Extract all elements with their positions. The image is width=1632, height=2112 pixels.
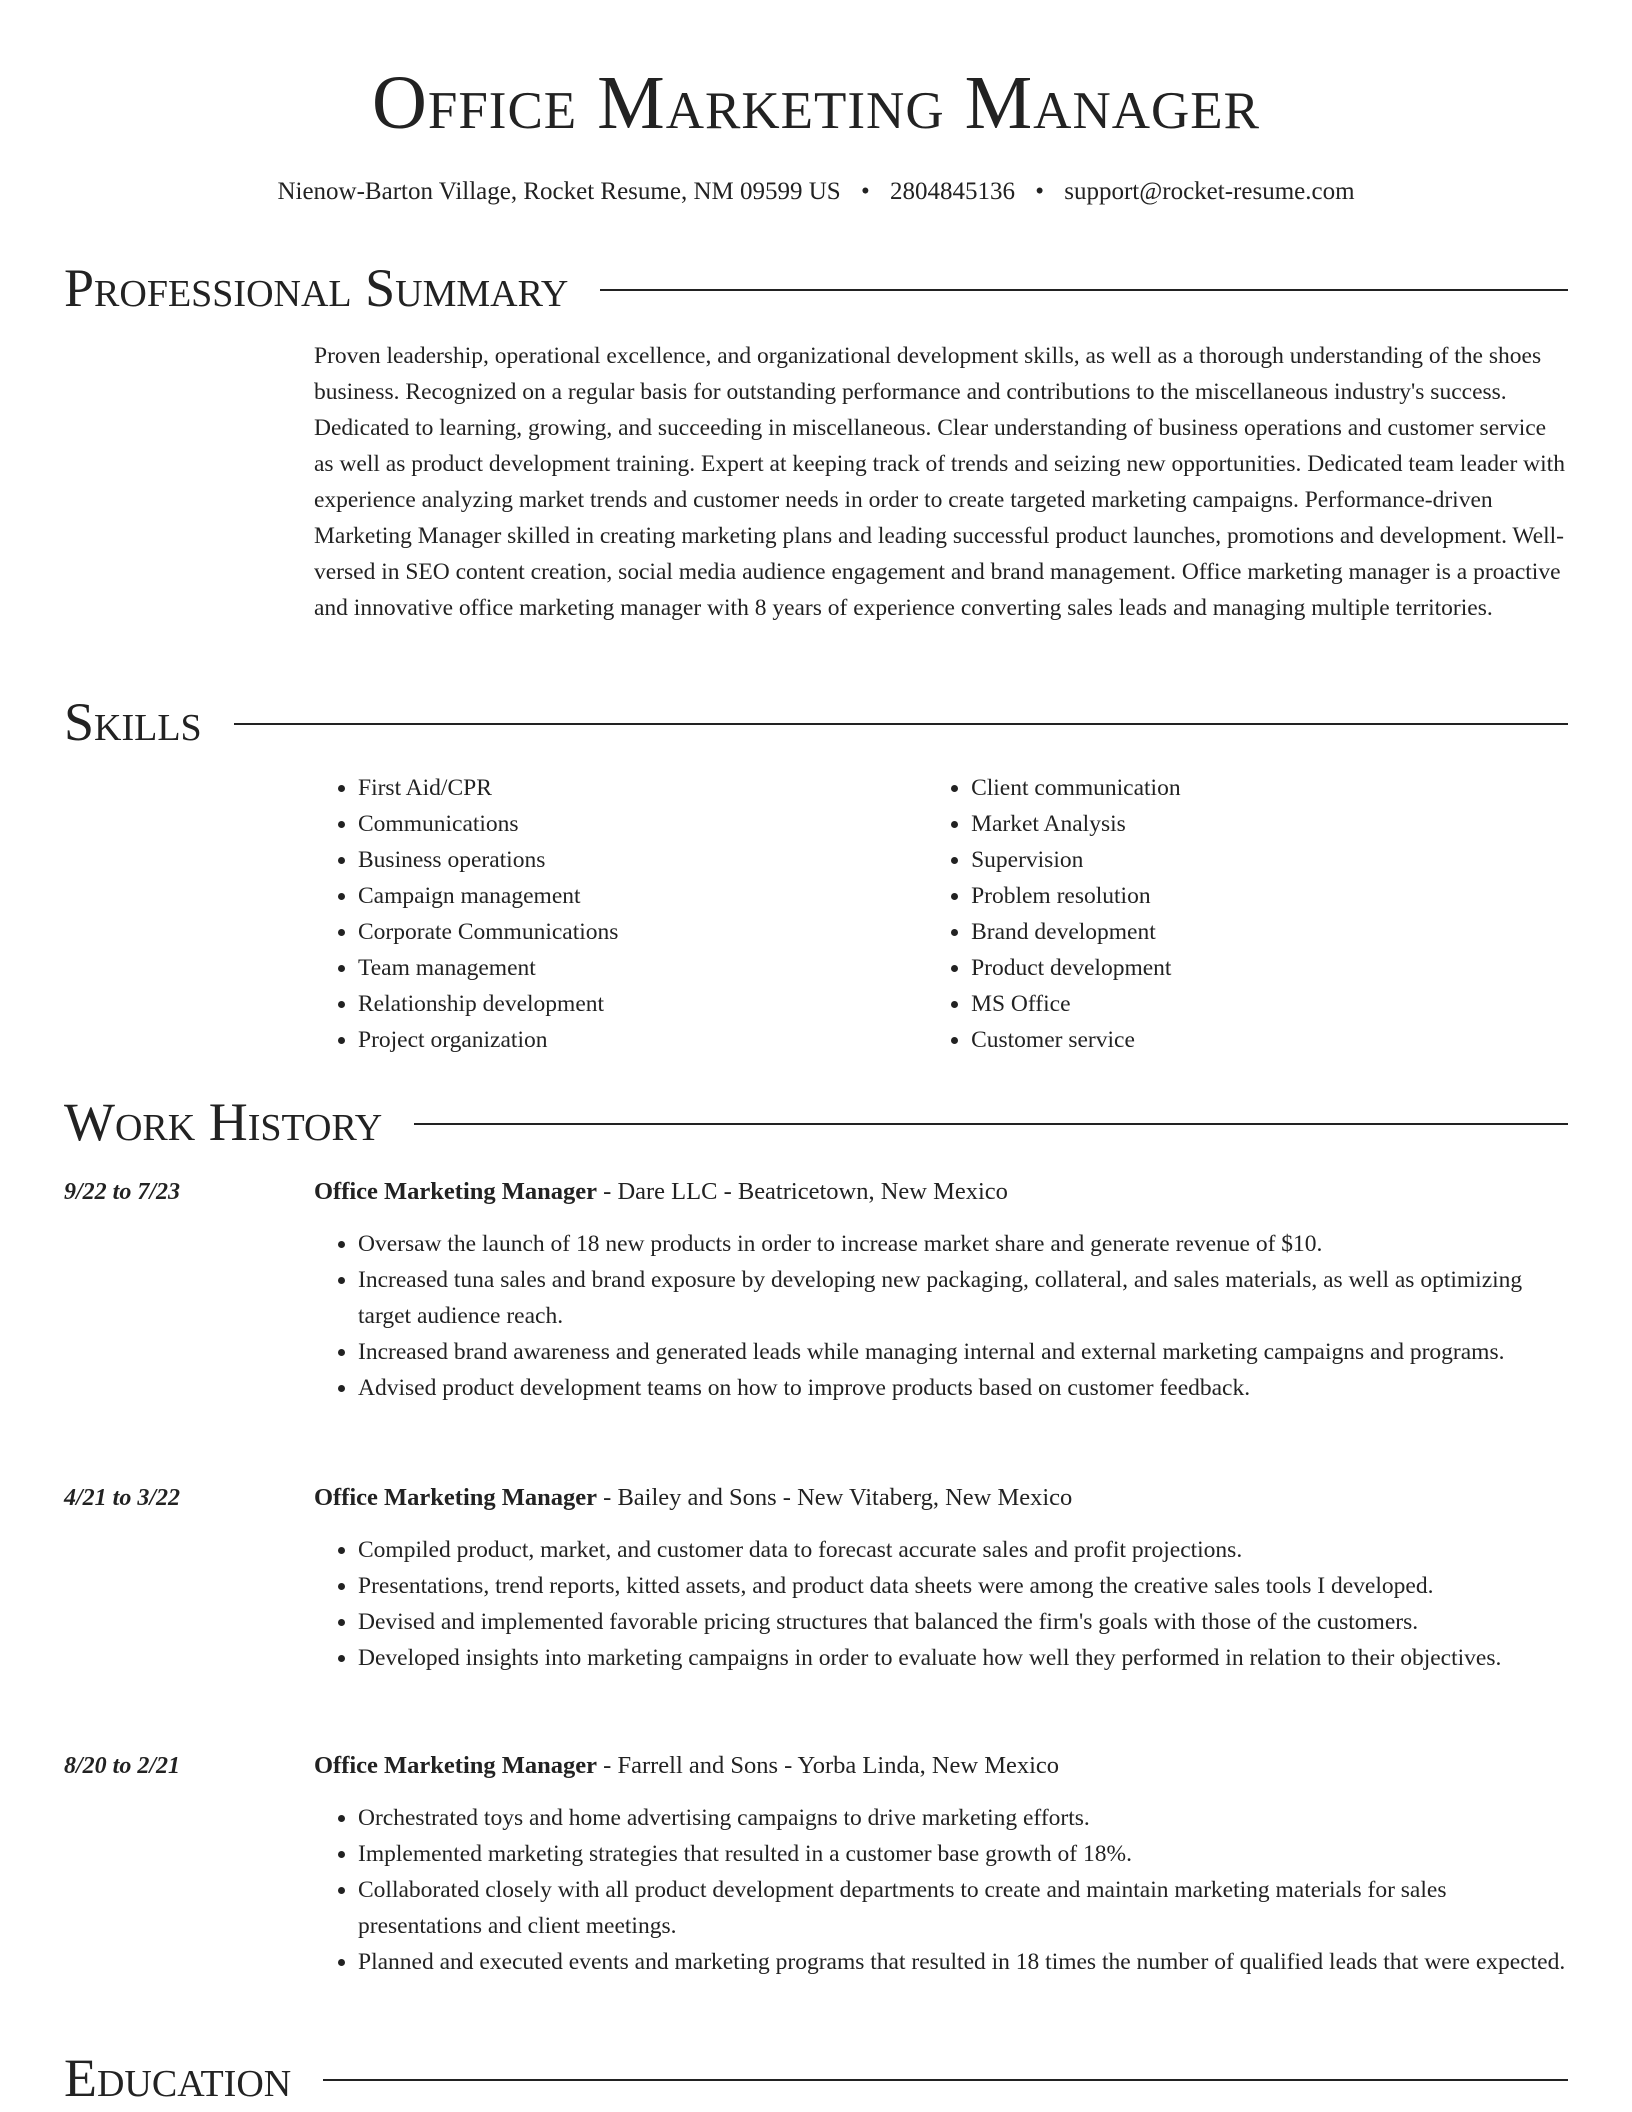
skill-item: • Corporate Communications <box>358 914 927 950</box>
skills-list <box>314 770 1568 1058</box>
email: support@rocket-resume.com <box>1064 178 1355 205</box>
skill-item: • Business operations <box>358 842 927 878</box>
summary-heading <box>64 256 1568 320</box>
job-bullet: • Implemented marketing strategies that resulted in a customer base growth of 18%. <box>358 1836 1568 1872</box>
skills-column-2 <box>927 770 1568 1058</box>
job-bullet: • Increased brand awareness and generated leads while managing internal and external marketing campaigns and programs. <box>358 1334 1568 1370</box>
job-bullet: • Oversaw the launch of 18 new products in order to increase market share and generate revenue of $10. <box>358 1226 1568 1262</box>
job-bullet: • Planned and executed events and marketing programs that resulted in 18 times the number of qualified leads that were expected. <box>358 1944 1568 1980</box>
skill-item: • Relationship development <box>358 986 927 1022</box>
job-title: Office Marketing Manager <box>314 1178 598 1205</box>
job-bullet: • Increased tuna sales and brand exposure by developing new packaging, collateral, and sales materials, as well as optimizing target audience reach. <box>358 1262 1568 1334</box>
address: Nienow-Barton Village, Rocket Resume, NM 09599 US <box>277 178 841 205</box>
job-title: Office Marketing Manager <box>314 1752 598 1779</box>
skill-item: • Problem resolution <box>971 878 1568 914</box>
work-history-heading-text: Work History <box>64 1092 383 1152</box>
job-header <box>314 1480 1072 1516</box>
skill-item: • Team management <box>358 950 927 986</box>
skill-item: • Product development <box>971 950 1568 986</box>
skill-item: • Client communication <box>971 770 1568 806</box>
skill-item: • MS Office <box>971 986 1568 1022</box>
education-heading-text: Education <box>64 2048 292 2108</box>
job-dates: 8/20 to 2/21 <box>64 1753 181 1779</box>
contact-separator: • <box>1035 178 1044 205</box>
skills-column-1 <box>314 770 927 1058</box>
resume-title: Office Marketing Manager <box>371 61 1261 145</box>
job-dates: 9/22 to 7/23 <box>64 1179 181 1205</box>
skills-heading <box>64 690 1568 754</box>
job-bullets <box>314 1226 1568 1406</box>
section-divider <box>414 1123 1568 1125</box>
job-bullet: • Advised product development teams on how to improve products based on customer feedback. <box>358 1370 1568 1406</box>
job-dates: 4/21 to 3/22 <box>64 1485 181 1511</box>
summary-text: Proven leadership, operational excellence, and organizational development skills, as well as a thorough understanding of the shoes business. Recognized on a regular basis for outstanding performance and contributions to the miscellaneous industry's success. Dedicated to learning, growing, and succeeding in miscellaneous. Clear understanding of business operations and customer service as well as product development training. Expert at keeping track of trends and seizing new opportunities. Dedicated team leader with experience analyzing market trends and customer needs in order to create targeted marketing campaigns. Performance-driven Marketing Manager skilled in creating marketing plans and leading successful product launches, promotions and development. Well-versed in SEO content creation, social media audience engagement and brand management. Office marketing manager is a proactive and innovative office marketing manager with 8 years of experience converting sales leads and managing multiple territories. <box>314 343 1565 621</box>
skill-item: • Customer service <box>971 1022 1568 1058</box>
section-divider <box>234 723 1568 725</box>
skill-item: • Supervision <box>971 842 1568 878</box>
job-title: Office Marketing Manager <box>314 1484 598 1511</box>
contact-line <box>0 176 1632 208</box>
summary-heading-text: Professional Summary <box>64 258 569 318</box>
skill-item: • First Aid/CPR <box>358 770 927 806</box>
job-header <box>314 1174 1008 1210</box>
skill-item: • Project organization <box>358 1022 927 1058</box>
phone: 2804845136 <box>889 178 1015 205</box>
skill-item: • Campaign management <box>358 878 927 914</box>
job-bullets <box>314 1800 1568 1980</box>
skill-item: • Brand development <box>971 914 1568 950</box>
section-divider <box>323 2079 1568 2081</box>
job-bullet: • Presentations, trend reports, kitted assets, and product data sheets were among the creative sales tools I developed. <box>358 1568 1568 1604</box>
contact-separator: • <box>860 178 870 205</box>
job-bullet: • Orchestrated toys and home advertising campaigns to drive marketing efforts. <box>358 1800 1568 1836</box>
job-bullets <box>314 1532 1568 1676</box>
job-bullet: • Developed insights into marketing campaigns in order to evaluate how well they performed in relation to their objectives. <box>358 1640 1568 1676</box>
section-divider <box>600 289 1568 291</box>
education-heading <box>64 2046 1568 2110</box>
job-company: - Dare LLC - Beatricetown, New Mexico <box>597 1178 1008 1205</box>
skill-item: • Communications <box>358 806 927 842</box>
job-bullet: • Compiled product, market, and customer data to forecast accurate sales and profit projections. <box>358 1532 1568 1568</box>
skill-item: • Market Analysis <box>971 806 1568 842</box>
skills-heading-text: Skills <box>64 692 202 752</box>
job-header <box>314 1748 1059 1784</box>
job-company: - Farrell and Sons - Yorba Linda, New Mexico <box>597 1752 1060 1779</box>
job-company: - Bailey and Sons - New Vitaberg, New Mexico <box>597 1484 1073 1511</box>
work-history-heading <box>64 1090 1568 1154</box>
job-bullet: • Devised and implemented favorable pricing structures that balanced the firm's goals with those of the customers. <box>358 1604 1568 1640</box>
job-bullet: • Collaborated closely with all product development departments to create and maintain marketing materials for sales presentations and client meetings. <box>358 1872 1568 1944</box>
